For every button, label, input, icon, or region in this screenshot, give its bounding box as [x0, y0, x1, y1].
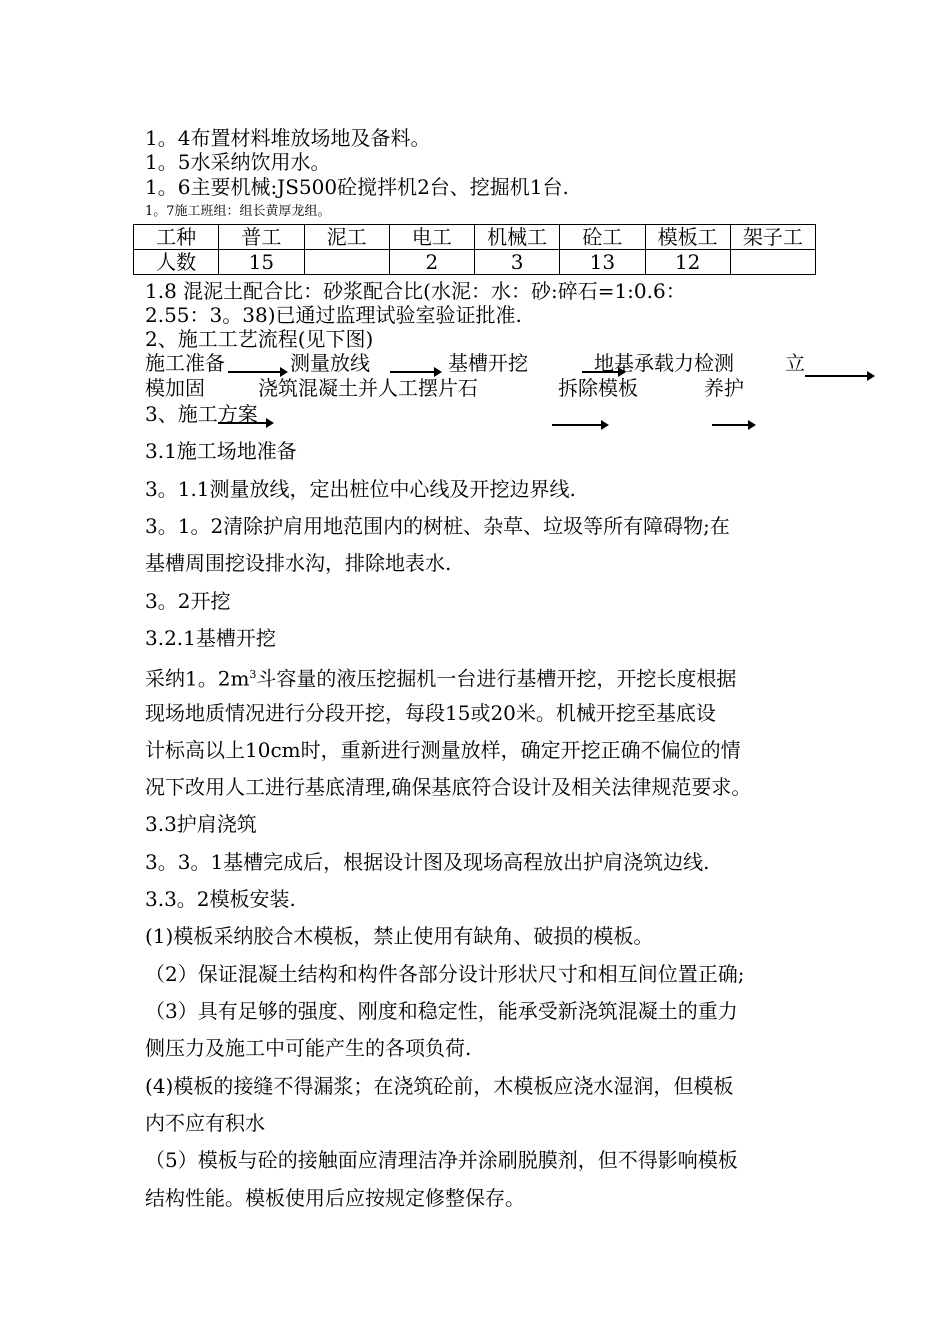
arrow-right-icon [228, 371, 286, 373]
text-line: 3。1。2清除护肩用地范围内的树桩、杂草、垃圾等所有障碍物;在 [145, 514, 730, 538]
text-line [145, 663, 736, 691]
table-cell: 13 [560, 250, 645, 275]
text-span: 斗容量的液压挖掘机一台进行基槽开挖，开挖长度根据 [256, 666, 737, 691]
section-heading: 3.1施工场地准备 [145, 439, 297, 463]
text-line: 3。3。1基槽完成后，根据设计图及现场高程放出护肩浇筑边线. [145, 850, 710, 874]
text-line: 1。6主要机械:JS500砼搅拌机2台、挖掘机1台. [145, 175, 569, 199]
table-cell: 2 [389, 250, 474, 275]
section-heading: 3.2.1基槽开挖 [145, 626, 276, 650]
section-heading: 3.3护肩浇筑 [145, 812, 257, 836]
section-heading: 2、施工工艺流程(见下图) [145, 327, 374, 351]
text-line: 2.55：3。38)已通过监理试验室验证批准. [145, 303, 522, 327]
text-line: 内不应有积水 [145, 1111, 265, 1135]
text-line: 1。7施工班组：组长黄厚龙组。 [145, 204, 331, 219]
arrow-right-icon [390, 371, 440, 373]
text-line: 3。1.1测量放线，定出桩位中心线及开挖边界线. [145, 477, 576, 501]
table-cell: 3 [475, 250, 560, 275]
table-cell: 模板工 [645, 225, 730, 250]
flow-step: 养护 [704, 376, 744, 400]
table-cell [730, 250, 815, 275]
flow-step: 基槽开挖 [448, 351, 528, 375]
flow-step: 立 [785, 351, 805, 375]
text-line: 1。4布置材料堆放场地及备料。 [145, 126, 431, 150]
list-item: (1)模板采纳胶合木模板，禁止使用有缺角、破损的模板。 [145, 924, 654, 948]
text-line: 1。5水采纳饮用水。 [145, 150, 331, 174]
table-cell: 15 [219, 250, 304, 275]
flow-step: 测量放线 [290, 351, 370, 375]
table-cell: 砼工 [560, 225, 645, 250]
table-cell: 机械工 [475, 225, 560, 250]
flow-step: 拆除模板 [558, 376, 638, 400]
list-item: （2）保证混凝土结构和构件各部分设计形状尺寸和相互间位置正确; [145, 962, 745, 986]
superscript: 3 [249, 668, 257, 681]
text-line: 3.3。2模板安装. [145, 887, 296, 911]
text-line: 侧压力及施工中可能产生的各项负荷. [145, 1036, 472, 1060]
arrow-right-icon [712, 424, 754, 426]
crew-table [133, 224, 816, 275]
table-cell: 电工 [389, 225, 474, 250]
arrow-right-icon [805, 375, 873, 377]
flow-step: 模加固 [145, 376, 205, 400]
section-heading: 3。2开挖 [145, 589, 231, 613]
text-line: 基槽周围挖设排水沟，排除地表水. [145, 551, 452, 575]
text-line: 结构性能。模板使用后应按规定修整保存。 [145, 1186, 525, 1210]
section-heading: 3、施工方案 [145, 402, 258, 426]
table-cell: 普工 [219, 225, 304, 250]
list-item: (4)模板的接缝不得漏浆；在浇筑砼前，木模板应浇水湿润，但模板 [145, 1074, 734, 1098]
table-cell: 人数 [134, 250, 219, 275]
flow-step: 施工准备 [145, 351, 225, 375]
table-cell: 12 [645, 250, 730, 275]
list-item: （5）模板与砼的接触面应清理洁净并涂刷脱膜剂，但不得影响模板 [145, 1148, 738, 1172]
arrow-right-icon [552, 424, 607, 426]
text-span: 采纳1。2m [145, 666, 250, 691]
table-row [134, 250, 816, 275]
table-cell [304, 250, 389, 275]
text-line: 现场地质情况进行分段开挖，每段15或20米。机械开挖至基底设 [145, 701, 716, 725]
table-row [134, 225, 816, 250]
text-line: 况下改用人工进行基底清理,确保基底符合设计及相关法律规范要求。 [145, 775, 752, 799]
table-cell: 泥工 [304, 225, 389, 250]
flow-step: 浇筑混凝土并人工摆片石 [258, 376, 478, 400]
table-cell: 架子工 [730, 225, 815, 250]
text-line: 1.8 混泥土配合比：砂浆配合比(水泥：水：砂:碎石=1:0.6： [145, 279, 686, 303]
table-cell: 工种 [134, 225, 219, 250]
flow-step: 地基承载力检测 [594, 351, 734, 375]
text-line: 计标高以上10cm时，重新进行测量放样，确定开挖正确不偏位的情 [145, 738, 741, 762]
list-item: （3）具有足够的强度、刚度和稳定性，能承受新浇筑混凝土的重力 [145, 999, 738, 1023]
